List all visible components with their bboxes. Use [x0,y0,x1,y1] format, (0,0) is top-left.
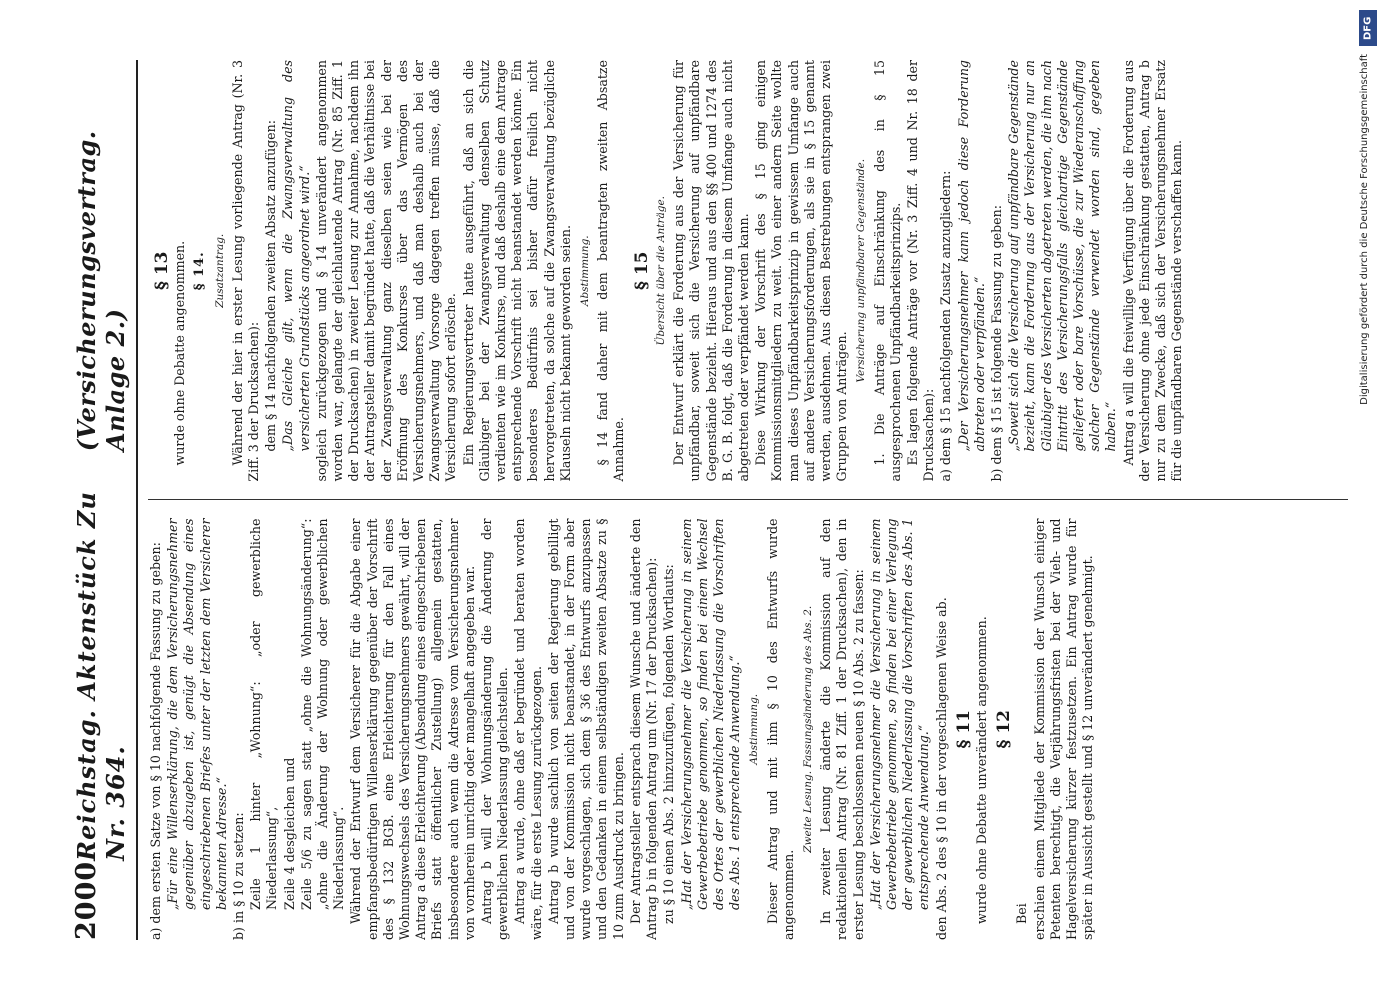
subheading: Übersicht über die Anträge. [654,195,667,346]
paragraph: den Abs. 2 des § 10 in der vorgeschlagenen Weise ab. [933,597,949,940]
paragraph: Diese Wirkung der Vorschrift des § 15 ging einigen Kommissionsmitgliedern zu weit. Von einer andern Seite wollte man dieses Unpfändbarkeitsprinzip in gewissem Umfange auch auf andere Versicherungsforderungen, als sie in § 15 genannt werden, ausdehnen. Aus diesen Bestrebungen entsprangen zwei Gruppen von Anträgen. [753,60,850,482]
paragraph: Der Antragsteller entsprach diesem Wunsche und änderte den Antrag b in folgenden Antrag um (Nr. 17 der Drucksachen): [627,518,660,940]
paragraph: Zeile 4 desgleichen und [281,757,297,910]
subheading: Versicherung unpfändbarer Gegenstände. [855,158,868,383]
paragraph: Zeile 5/6 zu sagen statt „ohne die Wohnungsänderung“: „ohne die Änderung der Wohnung oder gewerblichen Niederlassung“. [298,518,347,910]
paragraph: dem § 14 nachfolgenden zweiten Absatz anzufügen: [263,120,279,452]
quote: „Hat der Versicherungsnehmer die Versicherung in seinem Gewerbebetriebe genommen, so finden bei einer Verlegung der gewerblichen Niederlassung die Vorschriften des Abs. 1 entsprechende Anwendung.“ [867,518,932,910]
document-page [41,0,1341,1000]
quote: „Für eine Willenserklärung, die dem Versicherungsnehmer gegenüber abzugeben ist, genügt die Absendung eines eingeschriebenen Briefes unter der letzten dem Versicherer bekannten Adresse.“ [165,518,229,910]
paragraph: a) dem § 15 nachfolgenden Zusatz anzugliedern: [938,170,954,482]
dfg-logo: DFG [1359,10,1377,46]
paragraph: erschien einem Mitgliede der Kommission der Wunsch einiger Petenten berechtigt, die Verjährungsfristen bei der Vieh- und Hagelversicherung kürzer festzusetzen. Ein Antrag wurde für später in Aussicht gestellt und § 12 unverändert genehmigt. [1031,518,1096,940]
paragraph: b) in § 10 zu setzen: [231,812,247,940]
paragraph: a) dem ersten Satze von § 10 nachfolgende Fassung zu geben: [148,542,163,940]
quote: „Das Gleiche gilt, wenn die Zwangsverwaltung des versicherten Grundstücks angeordnet wird.“ [280,60,312,452]
paragraph: wurde ohne Debatte unverändert angenommen. [973,616,989,924]
page-number: 2000 [71,860,102,940]
paragraph: Zeile 1 hinter „Wohnung“: „oder gewerbliche Niederlassung“, [248,518,280,910]
subheading: Abstimmung. [748,693,761,765]
paragraph: Ein Regierungsvertreter hatte ausgeführt, daß an sich die Gläubiger bei der Zwangsverwaltung denselben Schutz verdienten wie im Konkurse, und daß deshalb eine dem Antrage entsprechende Vorschrift nicht beanstandet werden könne. Ein besonderes Bedürfnis sei bisher dafür freilich nicht hervorgetreten, da solche auf die Zwangsverwaltung bezügliche Klauseln nicht bekannt geworden seien. [460,60,573,482]
dfg-stamp [1359,10,1377,990]
paragraph: Bei [1014,903,1030,924]
header-subtitle: (Versicherungsvertrag. Anlage 2.) [72,130,130,452]
subheading: Zweite Lesung. Fassungsänderung des Abs. 2. [801,605,814,853]
paragraph: Während der hier in erster Lesung vorliegende Antrag (Nr. 3 Ziff. 3 der Drucksachen): [229,60,262,482]
left-column [148,500,1348,941]
paragraph: Der Entwurf erklärt die Forderung aus der Versicherung für unpfändbar, soweit sich die Versicherung auf unpfändbare Gegenstände bezieht. Hieraus und aus den §§ 400 und 1274 des B. G. B. folgt, daß die Forderung in diesem Umfange auch nicht abgetreten oder verpfändet werden kann. [671,60,751,482]
paragraph: Antrag a will die freiwillige Verfügung über die Forderung aus der Versicherung ohne jede Einschränkung gestatten, Antrag b nur zu dem Zwecke, daß sich der Versicherungsnehmer Ersatz für die unpfändbaren Gegenstände verschaffen kann. [1120,60,1185,482]
section-heading: § 13 [152,251,172,290]
subheading: Abstimmung. [579,235,592,307]
quote: „Der Versicherungsnehmer kann jedoch diese Forderung abtreten oder verpfänden.“ [955,60,987,452]
paragraph: zu § 10 einen Abs. 2 hinzuzufügen, folgenden Wortlauts: [661,564,677,924]
quote: „Hat der Versicherungsnehmer die Versicherung in seinem Gewerbebetriebe genommen, so finden bei einem Wechsel des Ortes der gewerblichen Niederlassung die Vorschriften des Abs. 1 entsprechende Anwendung.“ [678,518,743,910]
paragraph: Antrag a wurde, ohne daß er begründet und beraten worden wäre, für die erste Lesung zurückgezogen. [512,518,544,940]
paragraph: Während der Entwurf dem Versicherer für die Abgabe einer empfangsbedürftigen Willenserklärung gegenüber der Vorschrift des § 132 BGB. eine Erleichterung für den Fall eines Wohnungswechsels des Versicherungsnehmers gewährt, will der Antrag a diese Erleichterung (Absendung eines eingeschriebenen Briefs statt öffentlicher Zustellung) allgemein gestatten, insbesondere auch wenn die Adresse vom Versicherungsnehmer von vornherein unrichtig oder mangelhaft angegeben war. [348,518,477,940]
paragraph: Dieser Antrag und mit ihm § 10 des Entwurfs wurde angenommen. [764,518,796,940]
section-heading: § 15 [631,251,652,290]
section-heading: § 12 [994,710,1015,749]
paragraph: 1. Die Anträge auf Einschränkung des in § 15 ausgesprochenen Unpfändbarkeitsprinzips. [871,60,903,482]
paragraph: b) dem § 15 ist folgende Fassung zu geben: [988,205,1004,482]
right-column [148,60,1348,500]
dfg-credit-text: Digitalisierung gefördert durch die Deutsche Forschungsgemeinschaft [1359,54,1370,405]
page-header [71,60,138,940]
paragraph: In zweiter Lesung änderte die Kommission auf den redaktionellen Antrag (Nr. 81 Ziff. 1 der Drucksachen), den in erster Lesung beschlossenen neuen § 10 Abs. 2 zu fassen: [818,518,866,940]
quote: „Soweit sich die Versicherung auf unpfändbare Gegenstände bezieht, kann die Forderung aus der Versicherung nur an Gläubiger des Versicherten abgetreten werden, die ihm nach Eintritt des Versicherungsfalls gleichartige Gegenstände geliefert oder bare Vorschüsse, die zur Wiederanschaffung solcher Gegenstände verwendet worden sind, gegeben haben.“ [1006,60,1119,452]
paragraph: sogleich zurückgezogen und § 14 unverändert angenommen worden war, gelangte der gleichlautende Antrag (Nr. 85 Ziff. 1 der Drucksachen) in zweiter Lesung zur Annahme, nachdem ihn der Antragsteller damit begründet hatte, daß die Verhältnisse bei der Zwangsverwaltung ganz dieselben seien wie bei der Eröffnung des Konkurses über das Vermögen des Versicherungsnehmers, und daß man deshalb auch bei der Zwangsverwaltung Vorsorge dagegen treffen müsse, daß die Versicherung sofort erlösche. [313,60,459,482]
paragraph: Antrag b will der Wohnungsänderung die Änderung der gewerblichen Niederlassung gleichstellen. [479,518,511,940]
header-title: Reichstag. Aktenstück Zu Nr. 364. [72,491,130,861]
paragraph: § 14 fand daher mit dem beantragten zweiten Absatze Annahme. [595,60,627,482]
paragraph: Es lagen folgende Anträge vor (Nr. 3 Ziff. 4 und Nr. 18 der Drucksachen): [904,60,937,482]
section-heading: § 14. [192,251,208,291]
section-heading: § 11 [953,710,974,749]
paragraph: wurde ohne Debatte angenommen. [172,240,188,466]
paragraph: Antrag b wurde sachlich von seiten der Regierung gebilligt und von der Kommission nicht beanstandet, in der Form aber wurde vorgeschlagen, sich dem § 36 des Entwurfs anzupassen und den Gedanken in einem selbständigen zweiten Absatze zu § 10 zum Ausdruck zu bringen. [545,518,626,940]
text-columns [148,60,1348,940]
subheading: Zusatzantrag. [213,233,226,308]
